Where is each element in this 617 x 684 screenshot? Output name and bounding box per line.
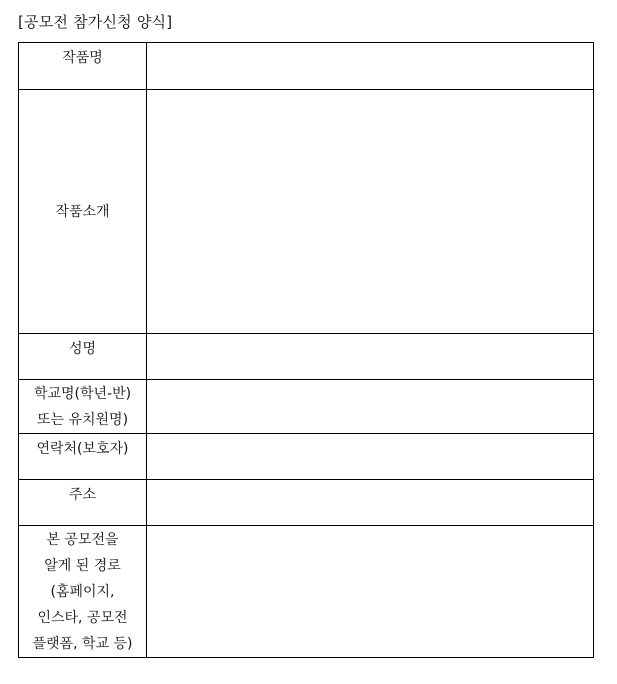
label-name: 성명 xyxy=(68,341,97,357)
address-field[interactable] xyxy=(147,480,594,526)
row-contact xyxy=(19,434,594,480)
label-cell-discovery-route xyxy=(19,526,147,658)
work-description-field[interactable] xyxy=(147,90,594,334)
row-work-title xyxy=(19,43,594,90)
name-field[interactable] xyxy=(147,334,594,380)
label-address: 주소 xyxy=(68,487,97,503)
label-school: 학교명(학년-반) 또는 유치원명) xyxy=(33,386,132,428)
row-address xyxy=(19,480,594,526)
label-cell-contact xyxy=(19,434,147,480)
row-discovery-route xyxy=(19,526,594,658)
discovery-route-field[interactable] xyxy=(147,526,594,658)
label-work-description: 작품소개 xyxy=(55,203,110,220)
label-contact: 연락처(보호자) xyxy=(36,441,129,457)
label-cell-name xyxy=(19,334,147,380)
label-cell-work-title xyxy=(19,43,147,90)
label-work-title: 작품명 xyxy=(62,50,103,66)
school-field[interactable] xyxy=(147,380,594,434)
application-form-table xyxy=(18,42,594,658)
contact-field[interactable] xyxy=(147,434,594,480)
label-discovery-route: 본 공모전을 알게 된 경로 (홈페이지, 인스타, 공모전 플랫폼, 학교 등) xyxy=(32,532,133,652)
row-name xyxy=(19,334,594,380)
label-cell-work-description xyxy=(19,90,147,334)
work-title-field[interactable] xyxy=(147,43,594,90)
form-title: [공모전 참가신청 양식] xyxy=(18,13,173,31)
row-school xyxy=(19,380,594,434)
row-work-description xyxy=(19,90,594,334)
label-cell-address xyxy=(19,480,147,526)
label-cell-school xyxy=(19,380,147,434)
